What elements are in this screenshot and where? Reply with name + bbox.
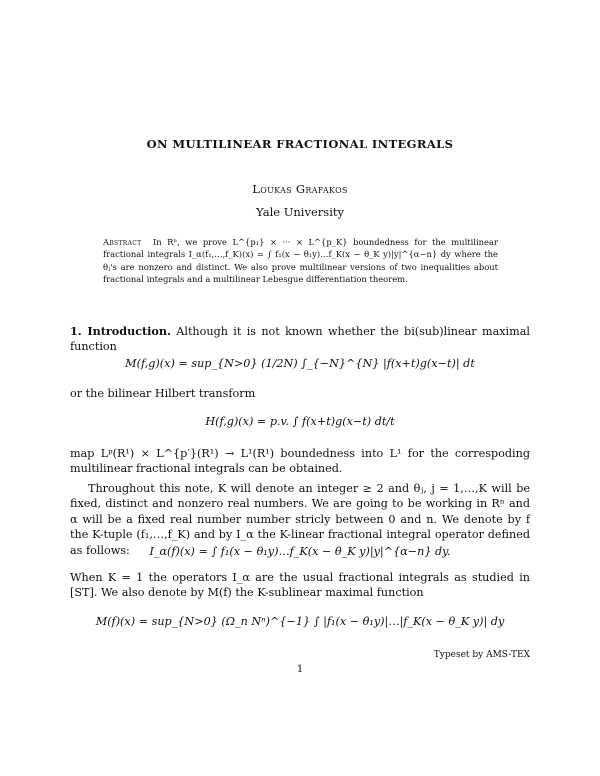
equation-sublinear: M(f)(x) = sup_{N>0} (Ω_n Nⁿ)^{−1} ∫ |f₁(x − θ₁y)|…|f_K(x − θ_K y)| dy [95,615,505,628]
author-name: Loukas Grafakos [252,182,348,196]
abstract [103,236,498,285]
map-paragraph [70,446,530,477]
equation-fractional: I_α(f)(x) = ∫ f₁(x − θ₁y)…f_K(x − θ_K y)|y|^{α−n} dy. [149,545,451,558]
intro-paragraph [70,324,530,355]
equation-hilbert: H(f,g)(x) = p.v. ∫ f(x+t)g(x−t) dt/t [205,415,395,428]
section-heading: 1. Introduction. [70,324,171,338]
author-affiliation: Yale University [256,205,344,219]
page-number: 1 [296,664,304,675]
bilinear-text: or the bilinear Hilbert transform [70,387,256,400]
typeset-note: Typeset by AMS-TEX [433,650,530,660]
map-text: map Lᵖ(R¹) × L^{p′}(R¹) → L¹(R¹) boundedness into L¹ for the correspoding multilinear fractional integrals can be obtained. [70,447,530,476]
when-text: When K = 1 the operators I_α are the usual fractional integrals as studied in [ST]. We also denote by M(f) the K-sublinear maximal function [70,571,530,600]
bilinear-paragraph [70,386,530,401]
intro-text: Although it is not known whether the bi(sub)linear maximal function [70,325,530,354]
abstract-text: In Rⁿ, we prove L^{p₁} × ··· × L^{p_K} boundedness for the multilinear fractional integrals I_α(f₁,…,f_K)(x) = ∫ f₁(x − θ₁y)…f_K(x − θ_K y)|y|^{α−n} dy where the θⱼ's are nonzero and distinct. We also prove multilinear versions of two inequalities about fractional integrals and a multilinear Lebesgue differentiation theorem. [103,237,498,284]
equation-maximal: M(f,g)(x) = sup_{N>0} (1/2N) ∫_{−N}^{N} |f(x+t)g(x−t)| dt [125,357,475,370]
abstract-label: Abstract [103,237,142,247]
when-paragraph [70,570,530,601]
paper-title: ON MULTILINEAR FRACTIONAL INTEGRALS [146,137,454,151]
throughout-text: Throughout this note, K will denote an integer ≥ 2 and θⱼ, j = 1,…,K will be fixed, distinct and nonzero real numbers. We are going to be working in Rⁿ and α will be a fixed real number number stricly between 0 and n. We denote by f the K-tuple (f₁,…,f_K) and by I_α the K-linear fractional integral operator defined as follows: [70,482,530,557]
